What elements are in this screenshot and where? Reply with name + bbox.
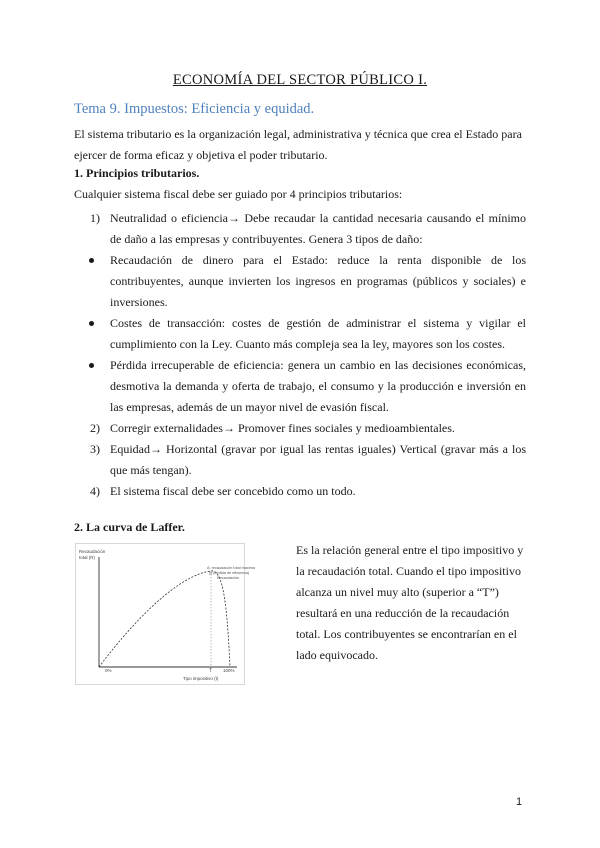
laffer-curve-figure: [75, 543, 255, 685]
x-tick-end: 100%: [223, 668, 235, 673]
list-item: [74, 208, 526, 250]
list-item-text: Neutralidad o eficiencia→ Debe recaudar la cantidad necesaria causando el mínimo de daño a las empresas y contribuyentes. Genera 3 tipos de daño:: [110, 211, 526, 246]
list-item-text: El sistema fiscal debe ser concebido como un todo.: [110, 484, 356, 498]
bullet-item: [74, 313, 526, 355]
list-item-text: Costes de transacción: costes de gestión de administrar el sistema y vigilar el cumplimiento con la Ley. Cuanto más compleja sea la ley, mayores son los costes.: [110, 316, 526, 351]
list-item: [74, 439, 526, 481]
list-item-text: Corregir externalidades→ Promover fines sociales y medioambientales.: [110, 421, 455, 435]
laffer-description: Es la relación general entre el tipo impositivo y la recaudación total. Cuando el tipo impositivo alcanza un nivel muy alto (superior a “T”) resultará en una reducción de la recaudación total. Los contribuyentes se encontrarían en el lado equivocado.: [296, 543, 524, 662]
figure-border: [76, 544, 245, 685]
topic-title: Tema 9. Impuestos: Eficiencia y equidad.: [74, 101, 315, 117]
x-tick-start: 0%: [105, 668, 112, 673]
bullet-icon: [89, 321, 94, 326]
y-axis-label-line2: total (R): [79, 555, 96, 560]
list-item: [74, 481, 526, 502]
page-number: 1: [516, 796, 523, 808]
laffer-curve-svg: [75, 543, 255, 685]
list-item-text: Equidad→ Horizontal (gravar por igual las rentas iguales) Vertical (gravar más a los que más tengan).: [110, 442, 526, 477]
x-axis-label: Tipo impositivo (t): [183, 676, 219, 681]
principles-lead: Cualquier sistema fiscal debe ser guiado por 4 principios tributarios:: [74, 187, 403, 201]
list-number: 1): [90, 211, 100, 225]
y-axis-label-line1: Recaudación: [79, 549, 106, 554]
bullet-item: [74, 250, 526, 313]
page-title: ECONOMÍA DEL SECTOR PÚBLICO I.: [172, 72, 428, 88]
list-item: [74, 418, 526, 439]
bullet-icon: [89, 363, 94, 368]
list-item-text: Pérdida irrecuperable de eficiencia: genera un cambio en las decisiones económicas, desmotiva la demanda y oferta de trabajo, el consumo y la producción e inversión en las empresas, además de un mayor nivel de evasión fiscal.: [110, 358, 526, 414]
bullet-icon: [89, 258, 94, 263]
list-item-text: Recaudación de dinero para el Estado: reduce la renta disponible de los contribuyentes, aunque invierten los ingresos en programas (públicos y sociales) e inversiones.: [110, 253, 526, 309]
list-number: 3): [90, 442, 100, 456]
annotation-line2: (y pérdida de eficiencia): [209, 571, 250, 575]
annotation-line3: Recaudación: [217, 576, 240, 580]
list-number: 2): [90, 421, 100, 435]
annotation-line1: A: recaudación total máxima: [207, 566, 255, 570]
intro-paragraph: El sistema tributario es la organización legal, administrativa y técnica que crea el Estado para ejercer de forma eficaz y objetiva el poder tributario.: [74, 127, 522, 162]
section-heading-laffer: 2. La curva de Laffer.: [74, 520, 185, 534]
section-heading-principles: 1. Principios tributarios.: [74, 166, 200, 180]
bullet-item: [74, 355, 526, 418]
list-number: 4): [90, 484, 100, 498]
x-tick-t: T: [209, 668, 213, 674]
